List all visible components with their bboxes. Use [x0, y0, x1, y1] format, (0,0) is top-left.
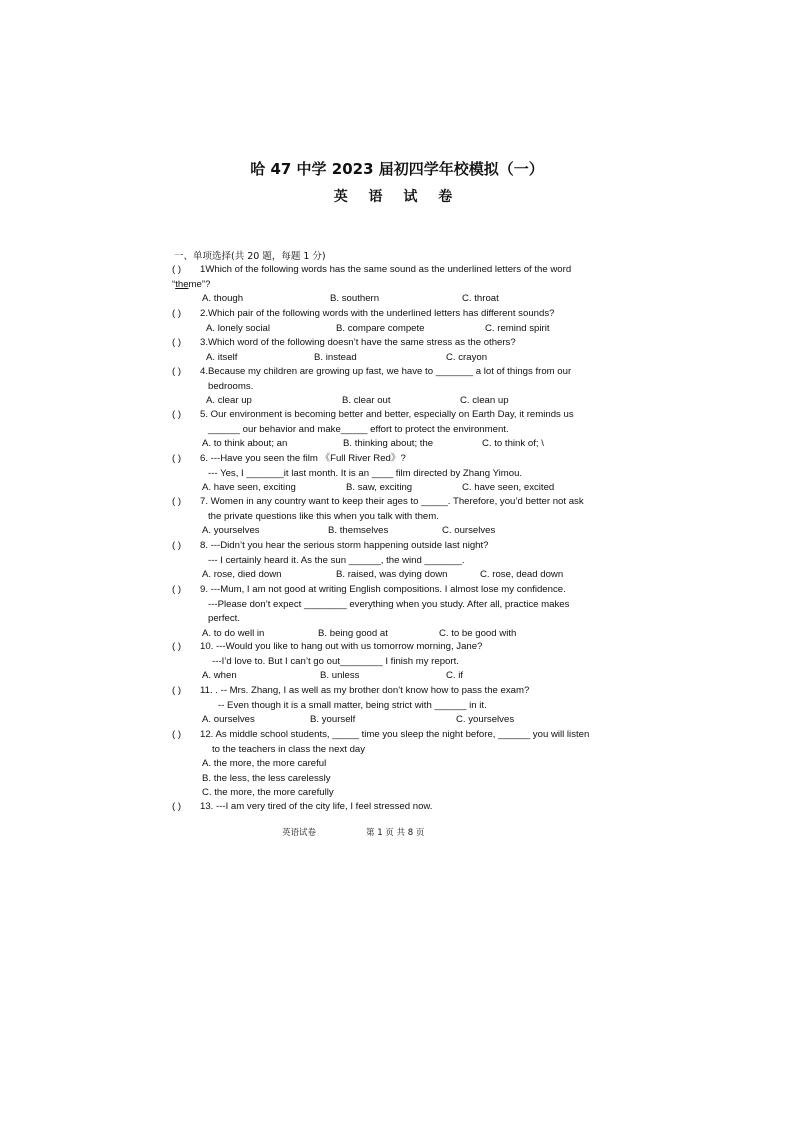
- option-b[interactable]: B. instead: [314, 351, 357, 363]
- answer-bracket[interactable]: ( ): [172, 584, 182, 595]
- option-a[interactable]: A. yourselves: [202, 525, 260, 536]
- question-4: [172, 365, 622, 409]
- option-b[interactable]: B. thinking about; the: [343, 438, 434, 449]
- question-continuation: the private questions like this when you talk with them.: [208, 510, 439, 522]
- option-b[interactable]: B. raised, was dying down: [336, 569, 448, 580]
- question-stem: 5. Our environment is becoming better and better, especially on Earth Day, it reminds us: [200, 409, 574, 420]
- question-stem: 8. ---Didn’t you hear the serious storm happening outside last night?: [200, 540, 489, 551]
- option-b[interactable]: B. unless: [320, 670, 360, 681]
- option-a[interactable]: A. to do well in: [202, 627, 265, 639]
- question-5: [172, 408, 622, 452]
- footer-page-number: 第 1 页 共 8 页: [366, 828, 425, 838]
- option-c[interactable]: C. to think of; \: [482, 438, 544, 449]
- option-a[interactable]: A. rose, died down: [202, 569, 282, 580]
- question-stem: 13. ---I am very tired of the city life, I feel stressed now.: [200, 801, 433, 812]
- question-6: [172, 452, 622, 496]
- option-b[interactable]: B. compare compete: [336, 322, 425, 334]
- section-heading: 一、单项选择(共 20 题，每题 1 分): [174, 251, 326, 262]
- underlined-letters: the: [175, 278, 189, 290]
- option-c[interactable]: C. the more, the more carefully: [202, 787, 334, 798]
- question-11: [172, 684, 622, 728]
- question-1: [172, 263, 622, 307]
- question-continuation: ---I’d love to. But I can’t go out________ I finish my report.: [212, 655, 459, 667]
- option-a[interactable]: A. the more, the more careful: [202, 758, 327, 769]
- options: [202, 437, 622, 452]
- question-12: [172, 728, 622, 801]
- option-a[interactable]: A. have seen, exciting: [202, 482, 296, 493]
- option-c[interactable]: C. have seen, excited: [462, 482, 555, 493]
- question-continuation: ______ our behavior and make_____ effort to protect the environment.: [208, 423, 509, 435]
- question-10: [172, 640, 622, 684]
- option-c[interactable]: C. remind spirit: [485, 322, 550, 334]
- options: [202, 669, 622, 684]
- option-b[interactable]: B. the less, the less carelessly: [202, 772, 331, 784]
- options: [202, 627, 622, 642]
- answer-bracket[interactable]: ( ): [172, 801, 182, 812]
- footer-subject: 英语试卷: [282, 828, 317, 838]
- option-c[interactable]: C. if: [446, 670, 464, 681]
- options: [202, 394, 622, 409]
- option-a[interactable]: A. when: [202, 670, 237, 681]
- option-a[interactable]: A. ourselves: [202, 714, 255, 725]
- question-stem: 7. Women in any country want to keep their ages to _____. Therefore, you’d better not ask: [200, 496, 584, 507]
- answer-bracket[interactable]: ( ): [172, 729, 182, 740]
- option-c[interactable]: C. to be good with: [439, 627, 517, 639]
- question-stem: 10. ---Would you like to hang out with us tomorrow morning, Jane?: [200, 641, 483, 652]
- options: [202, 322, 622, 337]
- answer-bracket[interactable]: ( ): [172, 337, 182, 348]
- question-2: [172, 307, 622, 336]
- question-7: [172, 495, 622, 539]
- answer-bracket[interactable]: ( ): [172, 453, 182, 464]
- option-a[interactable]: A. to think about; an: [202, 438, 288, 449]
- question-continuation-2: perfect.: [208, 613, 240, 624]
- option-a[interactable]: A. clear up: [206, 395, 252, 406]
- question-stem: 3.Which word of the following doesn’t have the same stress as the others?: [200, 337, 516, 348]
- question-stem: 6. ---Have you seen the film 《Full River Red》?: [200, 453, 406, 464]
- question-continuation: --- Yes, I _______it last month. It is an ____ film directed by Zhang Yimou.: [208, 467, 523, 479]
- option-b[interactable]: B. themselves: [328, 525, 389, 536]
- answer-bracket[interactable]: ( ): [172, 264, 182, 275]
- exam-title: 哈 47 中学 2023 届初四学年校模拟（一）: [250, 160, 544, 178]
- answer-bracket[interactable]: ( ): [172, 409, 182, 420]
- question-stem: 2.Which pair of the following words with the underlined letters has different sounds?: [200, 308, 555, 319]
- option-c[interactable]: C. yourselves: [456, 714, 515, 725]
- option-b[interactable]: B. yourself: [310, 714, 356, 725]
- option-b[interactable]: B. clear out: [342, 395, 391, 406]
- option-c[interactable]: C. clean up: [460, 395, 509, 406]
- option-b[interactable]: B. being good at: [318, 627, 388, 639]
- option-b[interactable]: B. saw, exciting: [346, 482, 413, 493]
- question-continuation: bedrooms.: [208, 380, 254, 392]
- question-8: [172, 539, 622, 583]
- options: [202, 713, 622, 728]
- question-stem: 11. . -- Mrs. Zhang, I as well as my brother don’t know how to pass the exam?: [200, 685, 530, 696]
- question-continuation: -- Even though it is a small matter, being strict with ______ in it.: [218, 699, 487, 711]
- question-stem: 9. ---Mum, I am not good at writing English compositions. I almost lose my confidence.: [200, 584, 566, 595]
- options: [202, 568, 622, 583]
- question-stem: 1Which of the following words has the same sound as the underlined letters of the word: [200, 264, 572, 275]
- options: [202, 351, 622, 366]
- option-a[interactable]: A. lonely social: [206, 322, 270, 334]
- question-continuation: “theme”?: [172, 278, 211, 290]
- answer-bracket[interactable]: ( ): [172, 496, 182, 507]
- option-c[interactable]: C. rose, dead down: [480, 569, 564, 580]
- option-c[interactable]: C. crayon: [446, 351, 488, 363]
- question-continuation: --- I certainly heard it. As the sun ______, the wind _______.: [208, 554, 465, 566]
- options: [202, 524, 622, 539]
- options: [202, 481, 622, 496]
- question-stem: 4.Because my children are growing up fast, we have to _______ a lot of things from our: [200, 366, 572, 377]
- option-c[interactable]: C. throat: [462, 293, 499, 304]
- question-3: [172, 336, 622, 365]
- option-b[interactable]: B. southern: [330, 293, 380, 304]
- option-a[interactable]: A. itself: [206, 351, 238, 363]
- options: [202, 292, 622, 307]
- question-continuation: ---Please don’t expect ________ everything when you study. After all, practice makes: [208, 598, 570, 610]
- question-continuation: to the teachers in class the next day: [212, 743, 366, 755]
- question-13: [172, 800, 622, 815]
- question-stem: 12. As middle school students, _____ time you sleep the night before, ______ you will listen: [200, 729, 590, 740]
- answer-bracket[interactable]: ( ): [172, 540, 182, 551]
- answer-bracket[interactable]: ( ): [172, 685, 182, 696]
- option-c[interactable]: C. ourselves: [442, 525, 496, 536]
- answer-bracket[interactable]: ( ): [172, 366, 182, 377]
- question-9: [172, 583, 622, 641]
- answer-bracket[interactable]: ( ): [172, 308, 182, 319]
- option-a[interactable]: A. though: [202, 293, 244, 304]
- answer-bracket[interactable]: ( ): [172, 641, 182, 652]
- exam-subtitle: 英 语 试 卷: [333, 189, 461, 205]
